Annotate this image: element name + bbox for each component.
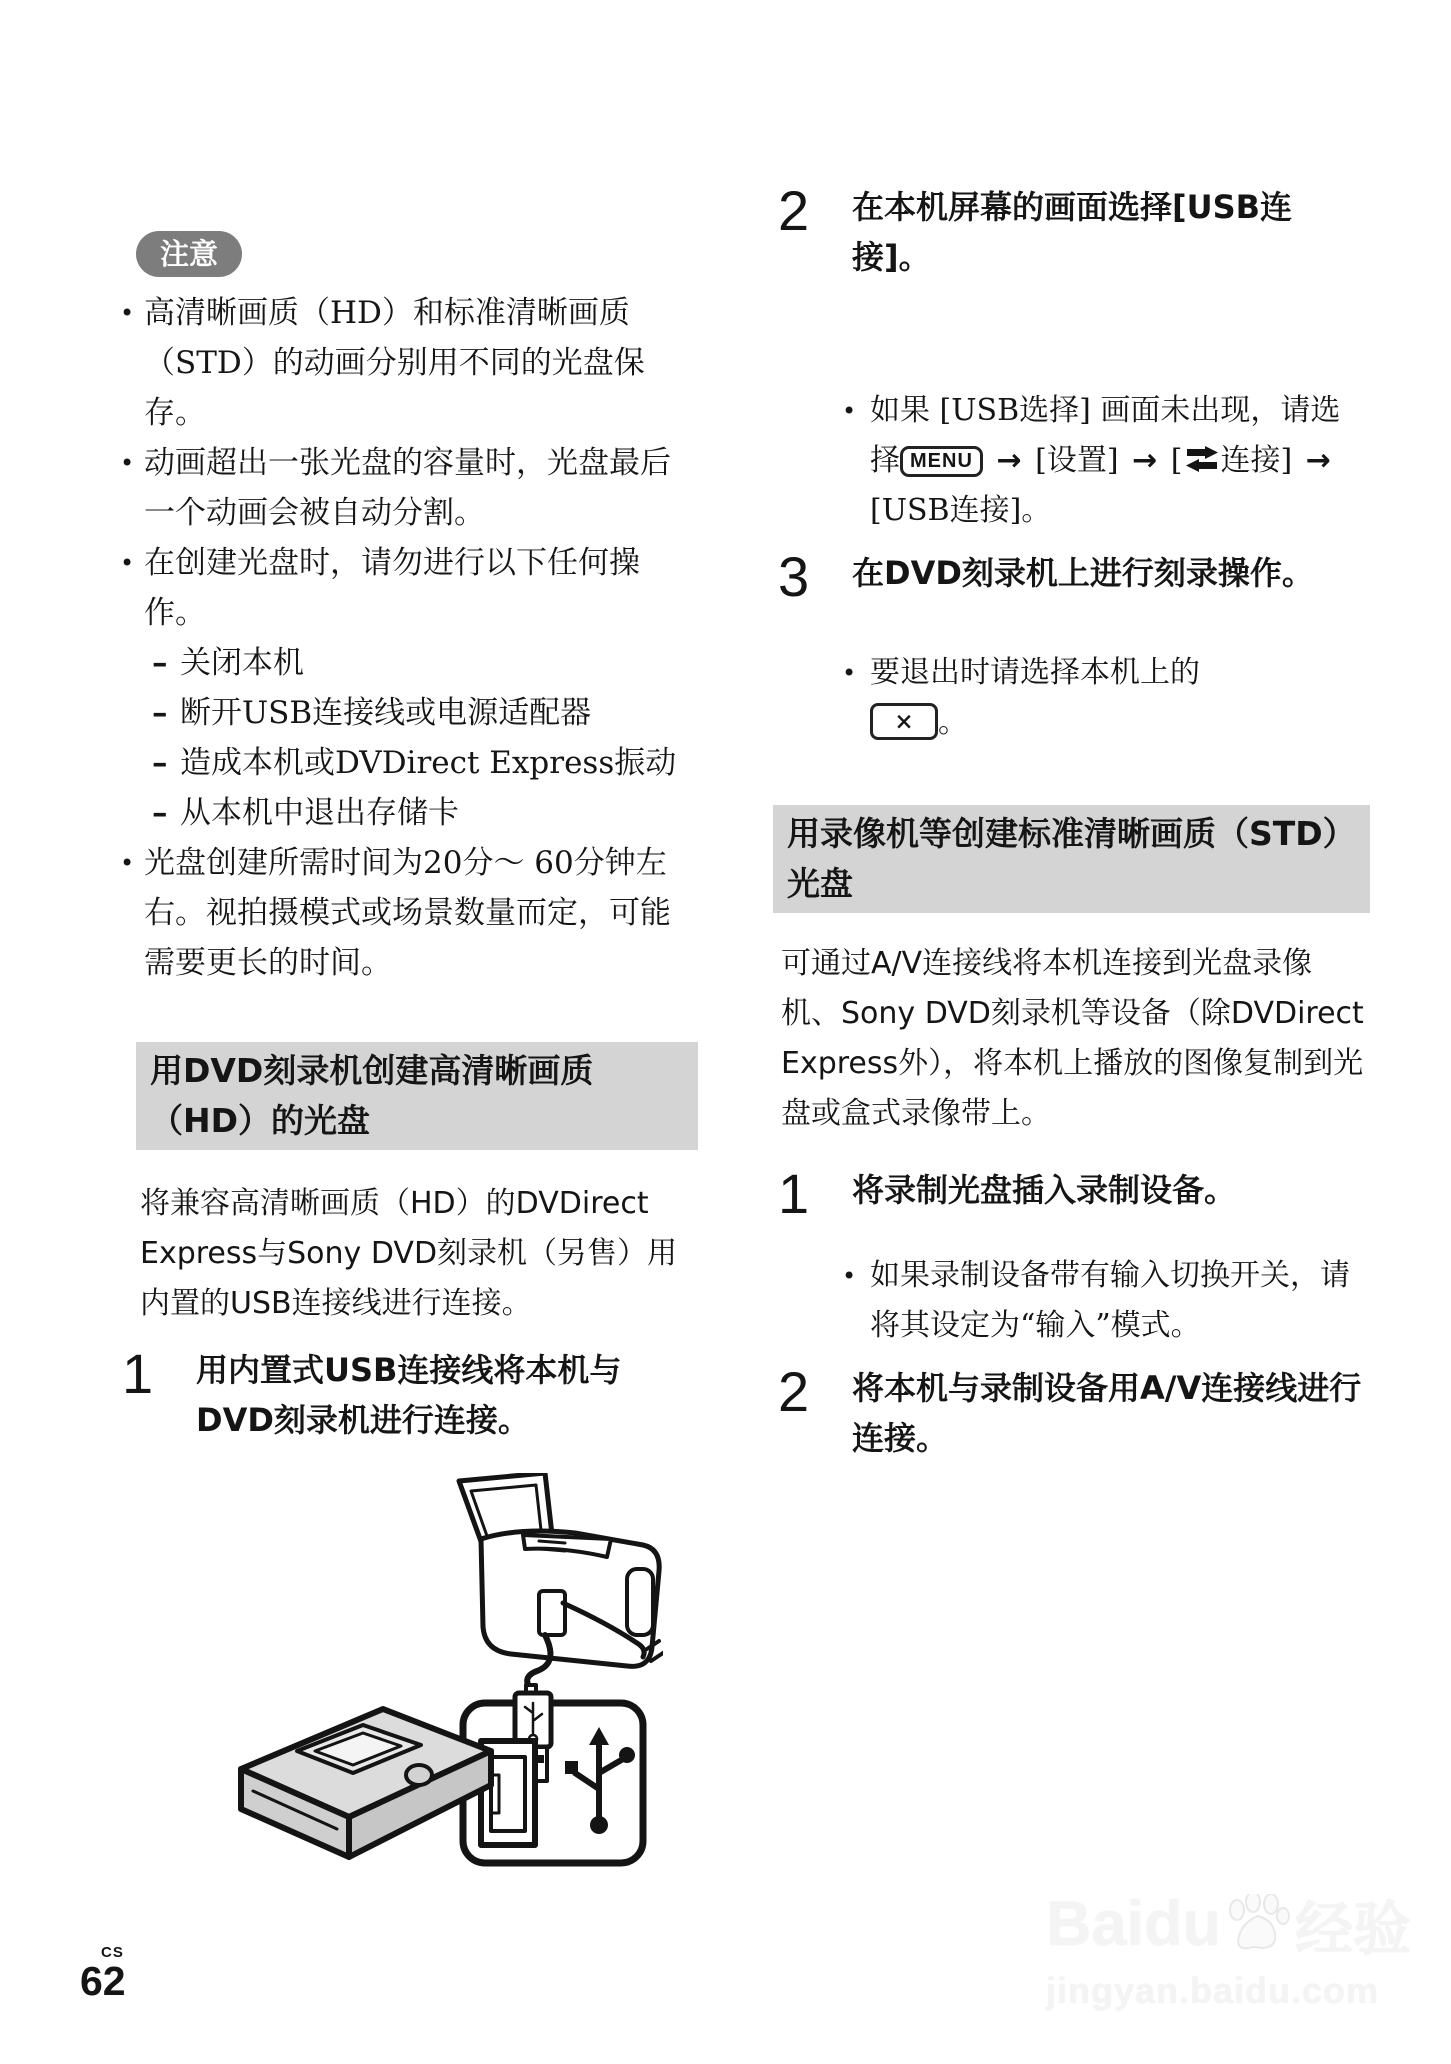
usb-connection-item: [USB连接]。 bbox=[870, 493, 1052, 528]
std-step-2 bbox=[776, 1360, 1368, 1463]
step-number: 2 bbox=[778, 179, 810, 242]
dash-marker: – bbox=[152, 695, 168, 731]
dash-marker: – bbox=[152, 795, 168, 831]
connection-item-open: [ bbox=[1170, 443, 1183, 478]
bullet-marker: • bbox=[120, 549, 135, 577]
note-bullet-3-sub-4 bbox=[120, 788, 698, 838]
right-column bbox=[776, 166, 1368, 1463]
note-bullet-1-text: 高清晰画质（HD）和标准清晰画质（STD）的动画分别用不同的光盘保存。 bbox=[144, 295, 645, 431]
bullet-marker: • bbox=[842, 1262, 857, 1290]
note-bullet-2 bbox=[120, 438, 698, 538]
connection-item-label: 连接] bbox=[1220, 443, 1293, 478]
std-step-1-note bbox=[842, 1251, 1368, 1351]
hd-section-intro: 将兼容高清晰画质（HD）的DVDirect Express与Sony DVD刻录机（另售）用内置的USB连接线进行连接。 bbox=[140, 1186, 678, 1321]
left-column bbox=[120, 231, 698, 1897]
note-bullet-3-sub-1 bbox=[120, 638, 698, 688]
hd-step-3-note bbox=[842, 648, 1368, 748]
hd-step-1 bbox=[120, 1342, 698, 1445]
language-code: CS bbox=[101, 1944, 124, 1961]
bullet-marker: • bbox=[842, 659, 857, 687]
note-bullet-3-sub-3-text: 造成本机或DVDirect Express振动 bbox=[180, 745, 677, 781]
hd-step-2-note bbox=[842, 386, 1368, 536]
arrow-right: → bbox=[1305, 443, 1331, 478]
hd-step-3-note-period: 。 bbox=[938, 705, 968, 740]
hd-step-3-note-text: 要退出时请选择本机上的 bbox=[870, 655, 1200, 690]
bullet-marker: • bbox=[120, 449, 135, 477]
step-number: 1 bbox=[122, 1342, 154, 1405]
step-number: 1 bbox=[778, 1162, 810, 1225]
std-step-1-note-text: 如果录制设备带有输入切换开关，请将其设定为“输入”模式。 bbox=[870, 1258, 1350, 1343]
usb-connection-illustration bbox=[223, 1473, 663, 1893]
menu-key: MENU bbox=[900, 446, 983, 477]
two-way-arrows-icon bbox=[1183, 446, 1221, 472]
note-bullet-3-sub-2 bbox=[120, 688, 698, 738]
note-bullet-3-text: 在创建光盘时，请勿进行以下任何操作。 bbox=[144, 545, 640, 631]
hd-step-2-note-text: 如果 [USB选择] 画面未出现，请选择 bbox=[870, 393, 1341, 478]
note-bullet-4-text: 光盘创建所需时间为20分～ 60分钟左右。视拍摄模式或场景数量而定，可能需要更长的时间。 bbox=[144, 845, 671, 981]
arrow-right: → bbox=[1132, 443, 1158, 478]
hd-section-heading: 用DVD刻录机创建高清晰画质（HD）的光盘 bbox=[136, 1042, 698, 1150]
std-step-1 bbox=[776, 1162, 1368, 1225]
note-bullet-3-sub-3 bbox=[120, 738, 698, 788]
hd-step-2 bbox=[776, 179, 1368, 282]
std-step-2-text: 将本机与录制设备用A/V连接线进行连接。 bbox=[852, 1369, 1362, 1457]
hd-step-3-text: 在DVD刻录机上进行刻录操作。 bbox=[852, 554, 1314, 592]
watermark-url: jingyan.baidu.com bbox=[1046, 1970, 1380, 2011]
dash-marker: – bbox=[152, 745, 168, 781]
page-number: 62 bbox=[80, 1958, 126, 2004]
note-bullet-list bbox=[120, 288, 698, 988]
page-footer bbox=[80, 1944, 126, 2004]
bullet-marker: • bbox=[120, 299, 135, 327]
watermark-brand: Baidu bbox=[1046, 1889, 1222, 1959]
step-number: 3 bbox=[778, 545, 810, 608]
note-bullet-3 bbox=[120, 538, 698, 638]
note-bullet-4 bbox=[120, 838, 698, 988]
note-bullet-1 bbox=[120, 288, 698, 438]
note-bullet-3-sub-2-text: 断开USB连接线或电源适配器 bbox=[180, 695, 592, 731]
note-bullet-3-sub-1-text: 关闭本机 bbox=[180, 645, 304, 681]
note-badge: 注意 bbox=[136, 231, 242, 277]
bullet-marker: • bbox=[842, 397, 857, 425]
watermark-brand-cn: 经验 bbox=[1295, 1897, 1412, 1962]
std-step-1-text: 将录制光盘插入录制设备。 bbox=[852, 1171, 1237, 1209]
note-bullet-2-text: 动画超出一张光盘的容量时，光盘最后一个动画会被自动分割。 bbox=[144, 445, 671, 531]
bullet-marker: • bbox=[120, 849, 135, 877]
baidu-jingyan-watermark bbox=[1046, 1882, 1411, 2012]
dash-marker: – bbox=[152, 645, 168, 681]
settings-item: [设置] bbox=[1035, 443, 1119, 478]
close-key: × bbox=[870, 703, 938, 740]
paw-icon bbox=[1225, 1894, 1291, 1954]
note-bullet-3-sub-4-text: 从本机中退出存储卡 bbox=[180, 795, 459, 831]
hd-step-2-text: 在本机屏幕的画面选择[USB连接]。 bbox=[852, 188, 1293, 276]
hd-step-3 bbox=[776, 545, 1368, 608]
arrow-right: → bbox=[996, 443, 1022, 478]
std-section-heading: 用录像机等创建标准清晰画质（STD）光盘 bbox=[773, 805, 1370, 913]
hd-step-1-text: 用内置式USB连接线将本机与DVD刻录机进行连接。 bbox=[196, 1351, 622, 1439]
std-section-intro: 可通过A/V连接线将本机连接到光盘录像机、Sony DVD刻录机等设备（除DVDirect Express外），将本机上播放的图像复制到光盘或盒式录像带上。 bbox=[781, 946, 1364, 1131]
step-number: 2 bbox=[778, 1360, 810, 1423]
